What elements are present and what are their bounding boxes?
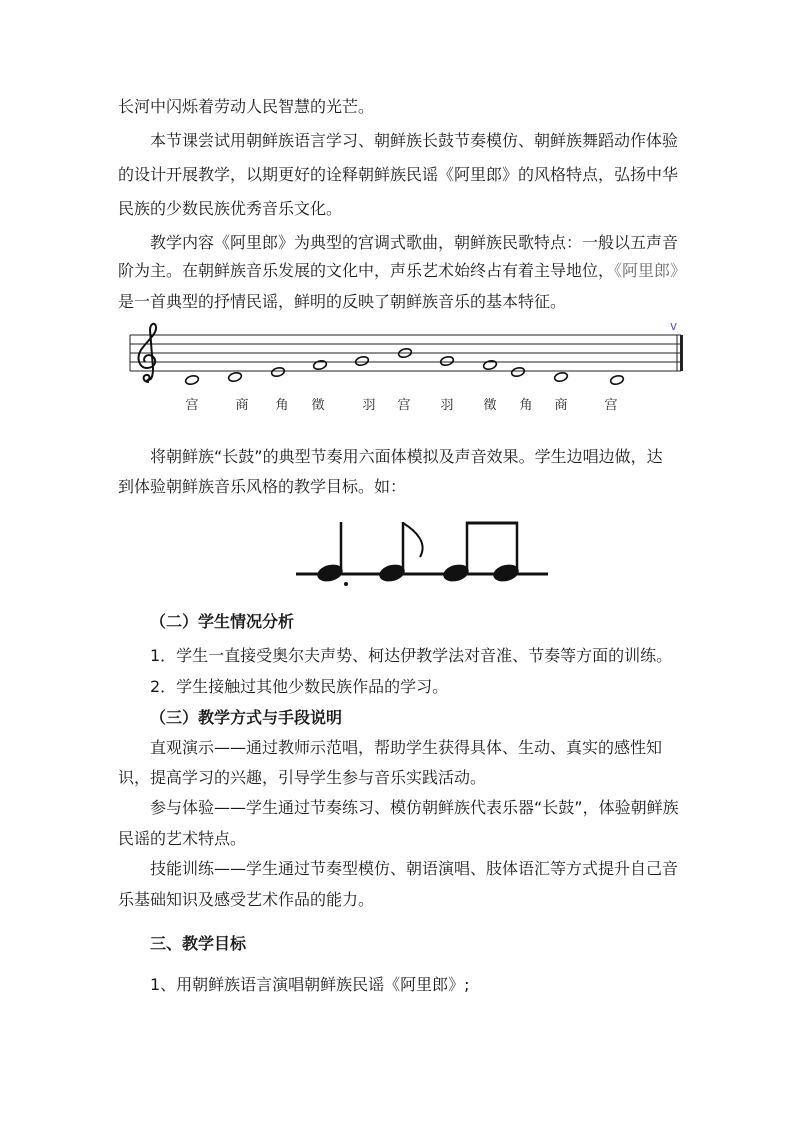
list-item: 2．学生接触过其他少数民族作品的学习。 [150, 677, 449, 696]
scale-syllable-label: 宫 [185, 398, 199, 413]
final-barline-thick [680, 335, 683, 371]
paragraph-line: 到体验朝鲜族音乐风格的教学目标。如： [118, 477, 407, 496]
paragraph-line: 技能训练——学生通过节奏型模仿、朝语演唱、肢体语汇等方式提升自己音 [150, 859, 679, 878]
whole-note [228, 371, 243, 382]
whole-note [483, 359, 498, 370]
section-heading-student-analysis: （二）学生情况分析 [150, 612, 295, 631]
scale-syllable-label: 徵 [311, 398, 325, 413]
whole-note [511, 366, 526, 377]
whole-note [185, 374, 200, 385]
paragraph-line: 识，提高学习的兴趣，引导学生参与音乐实践活动。 [118, 768, 487, 787]
rhythm-svg [0, 515, 794, 595]
scale-syllable-label: 商 [235, 398, 249, 413]
whole-note [440, 355, 455, 366]
scale-syllable-label: 徵 [483, 398, 497, 413]
list-item: 1．学生一直接受奥尔夫声势、柯达伊教学法对音准、节奏等方面的训练。 [150, 646, 673, 665]
whole-note [271, 366, 286, 377]
scale-syllable-label: 商 [554, 398, 568, 413]
augmentation-dot [344, 582, 348, 586]
scale-syllables [185, 397, 617, 413]
changgu-rhythm-figure [0, 515, 794, 595]
paragraph-line: 直观演示——通过教师示范唱，帮助学生获得具体、生动、真实的感性知 [150, 738, 663, 757]
song-title-reference: 《阿里郎》 [614, 261, 687, 280]
section-heading-teaching-method: （三）教学方式与手段说明 [150, 708, 343, 727]
whole-note [313, 359, 328, 370]
section-heading-teaching-goals: 三、教学目标 [150, 934, 247, 953]
paragraph-line: 教学内容《阿里郎》为典型的宫调式歌曲，朝鲜族民歌特点：一般以五声音 [150, 233, 679, 252]
whole-note [355, 355, 370, 366]
paragraph-line: 是一首典型的抒情民谣，鲜明的反映了朝鲜族音乐的基本特征。 [118, 292, 567, 311]
paragraph-text: 阶为主。在朝鲜族音乐发展的文化中，声乐艺术始终占有着主导地位， [118, 261, 615, 280]
paragraph-line: 长河中闪烁着劳动人民智慧的光芒。 [118, 97, 375, 116]
paragraph-line: 本节课尝试用朝鲜族语言学习、朝鲜族长鼓节奏模仿、朝鲜族舞蹈动作体验 [150, 131, 679, 150]
paragraph-line: 的设计开展教学，以期更好的诠释朝鲜族民谣《阿里郎》的风格特点，弘扬中华 [118, 165, 679, 184]
scale-syllable-label: 角 [275, 398, 289, 413]
breath-mark: v [670, 320, 678, 333]
paragraph-line: 参与体验——学生通过节奏练习、模仿朝鲜族代表乐器“长鼓”，体验朝鲜族 [150, 798, 679, 817]
scale-syllable-label: 角 [519, 398, 533, 413]
paragraph-line: 将朝鲜族“长鼓”的典型节奏用六面体模拟及声音效果。学生边唱边做，达 [150, 447, 663, 466]
paragraph-line: 民谣的艺术特点。 [118, 829, 247, 848]
scale-syllable-label: 宫 [397, 398, 411, 413]
scale-syllable-label: 羽 [440, 398, 454, 413]
note-flag [403, 523, 423, 557]
scale-syllable-label: 羽 [362, 398, 376, 413]
pentatonic-scale-staff [0, 320, 794, 420]
staff-svg [0, 320, 794, 420]
paragraph-line [118, 261, 794, 281]
whole-note [554, 371, 569, 382]
whole-note [610, 374, 625, 385]
paragraph-line: 乐基础知识及感受艺术作品的能力。 [118, 890, 375, 909]
scale-syllable-label: 宫 [604, 398, 618, 413]
paragraph-line: 民族的少数民族优秀音乐文化。 [118, 199, 343, 218]
list-item: 1、用朝鲜族语言演唱朝鲜族民谣《阿里郎》; [150, 975, 470, 994]
